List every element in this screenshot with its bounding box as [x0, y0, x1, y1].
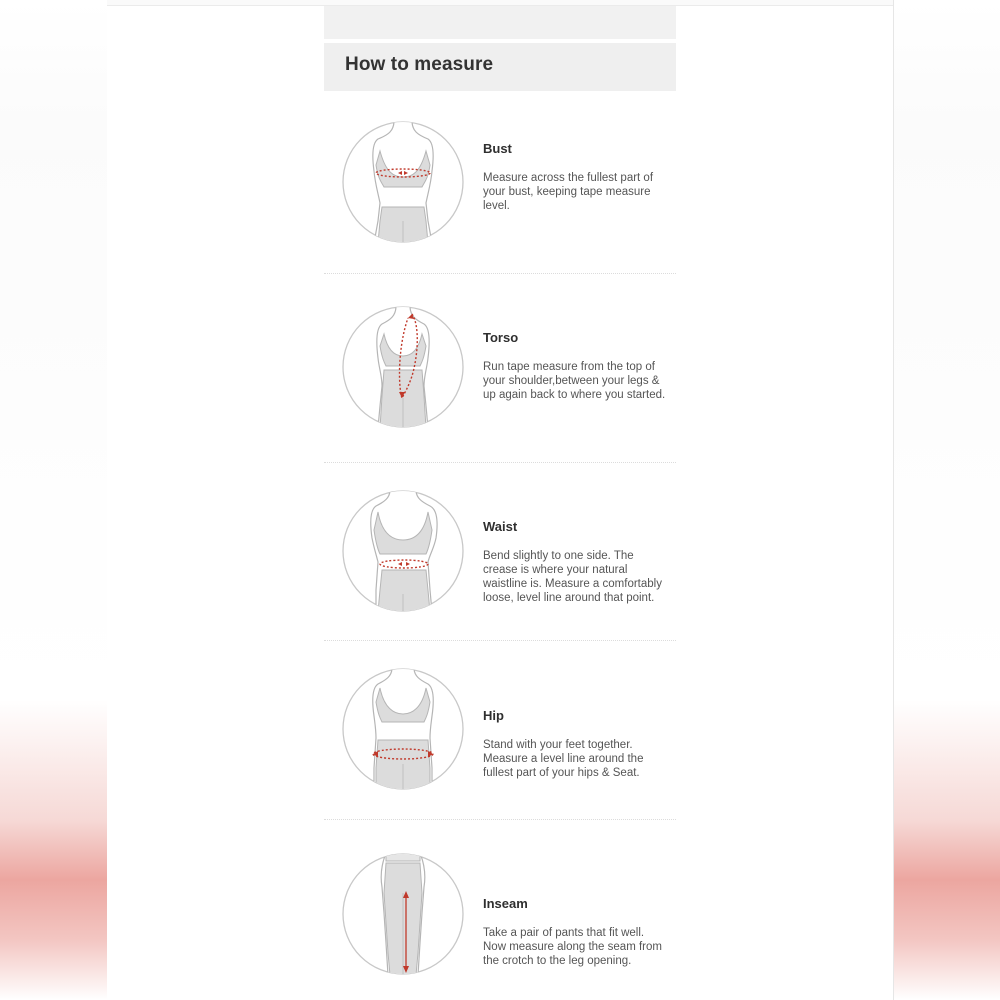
measure-title: Hip [483, 708, 504, 723]
measure-description: Stand with your feet together. Measure a level line around the fullest part of your hips & Seat. [483, 739, 644, 779]
measure-description: Measure across the fullest part of your bust, keeping tape measure level. [483, 172, 654, 212]
measure-title: Inseam [483, 896, 528, 911]
background-left [0, 0, 107, 1000]
measure-description: Bend slightly to one side. The crease is where your natural waistline is. Measure a comfortably loose, level line around that point. [483, 550, 662, 604]
measure-description: Run tape measure from the top of your shoulder,between your legs & up again back to where you started. [483, 361, 666, 401]
background-right [894, 0, 1000, 1000]
top-gray-bar [324, 6, 676, 39]
section-header [324, 43, 676, 91]
inseam-figure-icon [342, 853, 464, 975]
measure-item-torso [324, 275, 676, 463]
measure-item-inseam [324, 820, 676, 1000]
measure-item-bust [324, 110, 676, 275]
measure-item-waist [324, 463, 676, 641]
row-divider [324, 273, 676, 274]
measure-item-hip [324, 641, 676, 820]
torso-figure-icon [342, 306, 464, 428]
measure-title: Torso [483, 330, 519, 345]
section-title: How to measure [345, 54, 494, 75]
waist-figure-icon [342, 490, 464, 612]
bust-figure-icon [342, 121, 464, 243]
measure-description: Take a pair of pants that fit well. Now measure along the seam from the crotch to the leg opening. [483, 927, 662, 967]
measure-title: Bust [483, 141, 512, 156]
measure-title: Waist [483, 519, 518, 534]
hip-figure-icon [342, 668, 464, 790]
